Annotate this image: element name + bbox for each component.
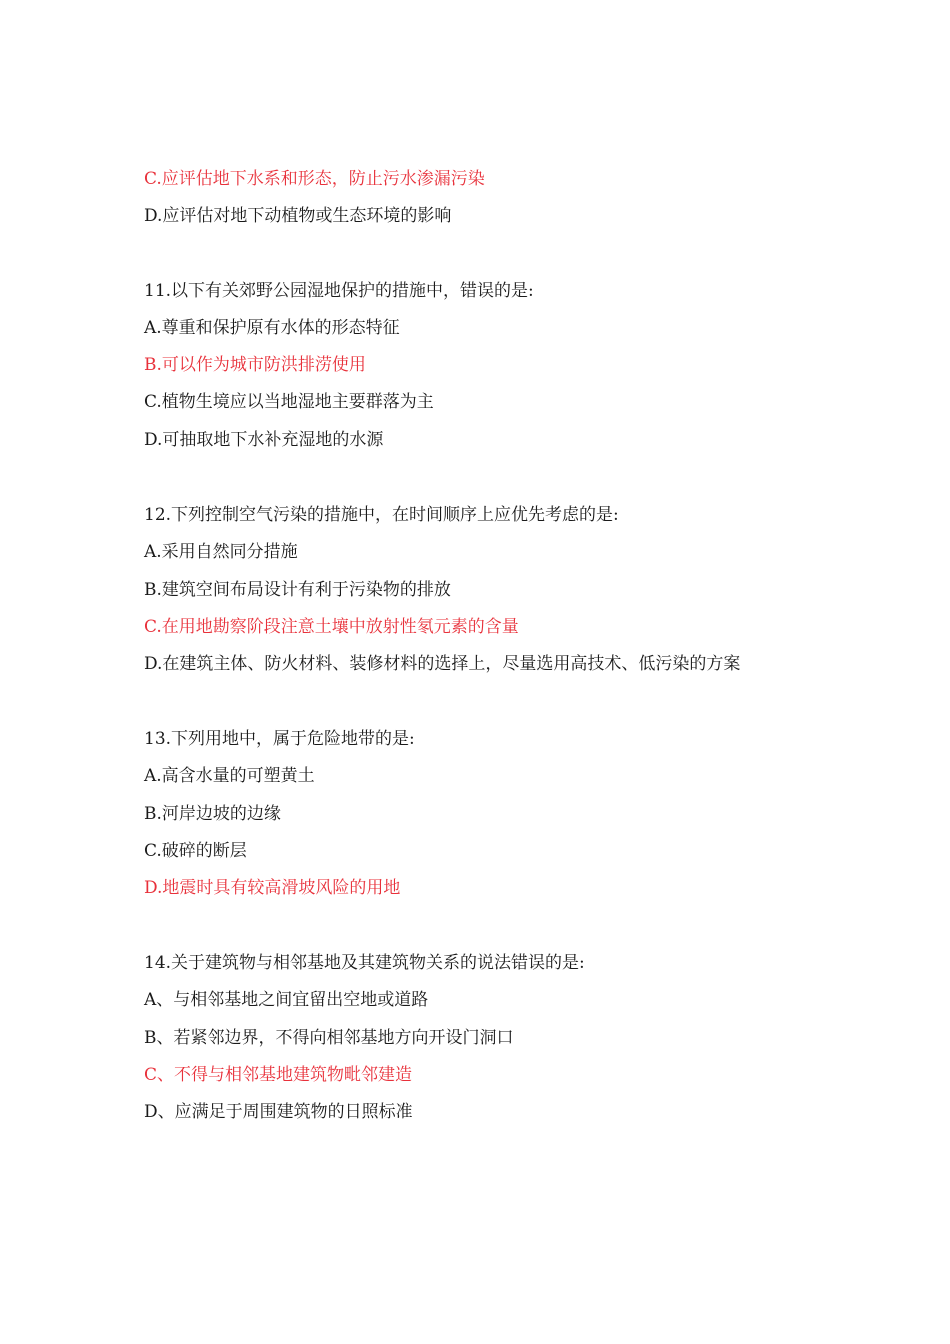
q13-option-c: C.破碎的断层 — [144, 841, 247, 861]
q12-option-a: A.采用自然同分措施 — [144, 542, 298, 562]
q13-option-a: A.高含水量的可塑黄土 — [144, 766, 315, 786]
q13-option-b: B.河岸边坡的边缘 — [144, 804, 281, 824]
q10-option-c-answer: C.应评估地下水系和形态，防止污水渗漏污染 — [144, 169, 485, 189]
q14-option-c-answer: C、不得与相邻基地建筑物毗邻建造 — [144, 1065, 413, 1085]
q13-stem: 13.下列用地中，属于危险地带的是: — [144, 729, 415, 749]
q12-option-c-answer: C.在用地勘察阶段注意土壤中放射性氡元素的含量 — [144, 617, 519, 637]
q11-option-d: D.可抽取地下水补充湿地的水源 — [144, 430, 384, 450]
q14-option-a: A、与相邻基地之间宜留出空地或道路 — [144, 990, 429, 1010]
q10-option-d: D.应评估对地下动植物或生态环境的影响 — [144, 206, 452, 226]
q12-option-d: D.在建筑主体、防火材料、装修材料的选择上，尽量选用高技术、低污染的方案 — [144, 654, 741, 674]
q11-stem: 11.以下有关郊野公园湿地保护的措施中，错误的是: — [144, 281, 534, 301]
q14-stem: 14.关于建筑物与相邻基地及其建筑物关系的说法错误的是: — [144, 953, 585, 973]
q12-option-b: B.建筑空间布局设计有利于污染物的排放 — [144, 580, 451, 600]
q14-option-b: B、若紧邻边界，不得向相邻基地方向开设门洞口 — [144, 1028, 514, 1048]
q11-option-a: A.尊重和保护原有水体的形态特征 — [144, 318, 400, 338]
q13-option-d-answer: D.地震时具有较高滑坡风险的用地 — [144, 878, 401, 898]
q11-option-b-answer: B.可以作为城市防洪排涝使用 — [144, 355, 366, 375]
q11-option-c: C.植物生境应以当地湿地主要群落为主 — [144, 392, 434, 412]
q12-stem: 12.下列控制空气污染的措施中，在时间顺序上应优先考虑的是: — [144, 505, 619, 525]
q14-option-d: D、应满足于周围建筑物的日照标准 — [144, 1102, 413, 1122]
